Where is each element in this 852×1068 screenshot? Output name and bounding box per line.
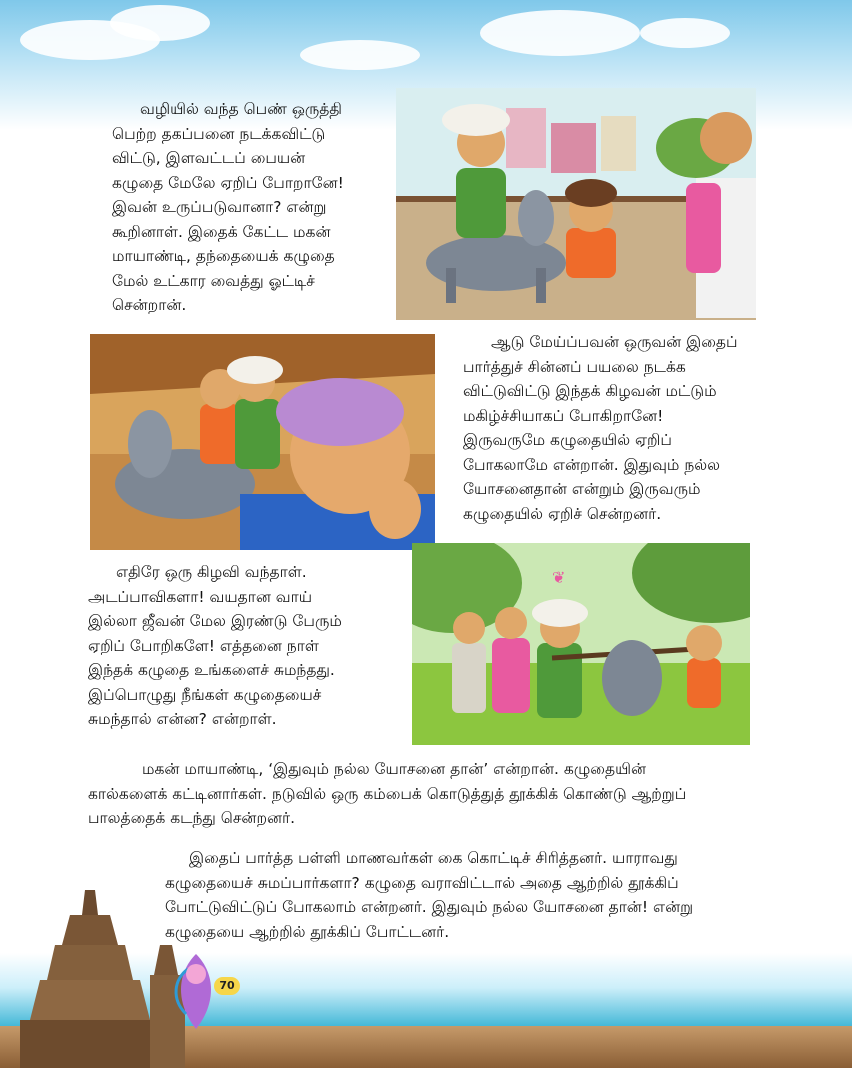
text-line: இப்பொழுது நீங்கள் கழுதையைச்	[88, 685, 322, 704]
paragraph-2	[463, 330, 783, 526]
illustration-carrying-donkey	[412, 543, 750, 745]
text-line: எதிரே ஒரு கிழவி வந்தாள்.	[116, 563, 307, 581]
text-line: பாலத்தைக் கடந்து சென்றனர்.	[88, 809, 296, 827]
text-line: கழுதை மேலே ஏறிப் போறானே!	[112, 173, 344, 192]
text-line: மகிழ்ச்சியாகப் போகிறானே!	[463, 406, 664, 425]
paragraph-1	[112, 97, 392, 318]
text-line: விட்டு, இளவட்டப் பையன்	[112, 149, 306, 167]
text-line: இதைப் பார்த்த பள்ளி மாணவர்கள் கை கொட்டிச் சிரித்தனர். யாராவது	[189, 849, 678, 867]
paragraph-5	[165, 846, 765, 944]
text-line: கால்களைக் கட்டினார்கள். நடுவில் ஒரு கம்பைக் கொடுத்துத் தூக்கிக் கொண்டு ஆற்றுப்	[88, 784, 687, 803]
paragraph-4	[88, 757, 788, 831]
text-line: சென்றான்.	[112, 296, 187, 314]
text-line: இந்தக் கழுதை உங்களைச் சுமந்தது.	[88, 661, 335, 679]
text-line: கூறினாள். இதைக் கேட்ட மகன்	[112, 222, 331, 241]
text-line: மேல் உட்கார வைத்து ஓட்டிச்	[112, 271, 315, 290]
text-line: பார்த்துச் சின்னப் பயலை நடக்க	[463, 357, 686, 376]
text-line: போட்டுவிட்டுப் போகலாம் என்றனர். இதுவும் நல்ல யோசனை தான்! என்று	[165, 898, 694, 916]
text-line: வழியில் வந்த பெண் ஒருத்தி	[140, 100, 342, 118]
cloud	[480, 10, 640, 56]
text-line: இருவருமே கழுதையில் ஏறிப்	[463, 431, 672, 449]
text-line: இவன் உருப்படுவானா? என்று	[112, 198, 327, 216]
text-line: கழுதையைச் சுமப்பார்களா? கழுதை வராவிட்டால் அதை ஆற்றில் தூக்கிப்	[165, 873, 679, 892]
page-number: 70	[214, 977, 240, 995]
cloud	[110, 5, 210, 41]
cloud	[640, 18, 730, 48]
text-line: சுமந்தால் என்ன? என்றாள்.	[88, 710, 277, 728]
text-line: ஆடு மேய்ப்பவன் ஒருவன் இதைப்	[491, 333, 738, 351]
text-line: பெற்ற தகப்பனை நடக்கவிட்டு	[112, 124, 326, 143]
cloud	[300, 40, 420, 70]
text-line: மாயாண்டி, தந்தையைக் கழுதை	[112, 247, 335, 265]
text-line: போகலாமே என்றான். இதுவும் நல்ல	[463, 455, 721, 474]
illustration-shepherd	[90, 334, 435, 550]
text-line: கழுதையில் ஏறிச் சென்றனர்.	[463, 504, 662, 523]
text-line: இல்லா ஜீவன் மேல இரண்டு பேரும்	[88, 612, 342, 630]
text-line: யோசனைதான் என்றும் இருவரும்	[463, 480, 701, 498]
paragraph-3	[88, 560, 408, 732]
text-line: அடப்பாவிகளா! வயதான வாய்	[88, 587, 313, 606]
illustration-father-on-donkey	[396, 88, 756, 320]
text-line: விட்டுவிட்டு இந்தக் கிழவன் மட்டும்	[463, 382, 717, 400]
svg-text:❦: ❦	[552, 568, 566, 587]
text-line: கழுதையை ஆற்றில் தூக்கிப் போட்டனர்.	[165, 922, 450, 941]
text-line: ஏறிப் போறிகளே! எத்தனை நாள்	[88, 636, 319, 655]
text-line: மகன் மாயாண்டி, ‘இதுவும் நல்ல யோசனை தான்’ என்றான். கழுதையின்	[142, 760, 647, 778]
